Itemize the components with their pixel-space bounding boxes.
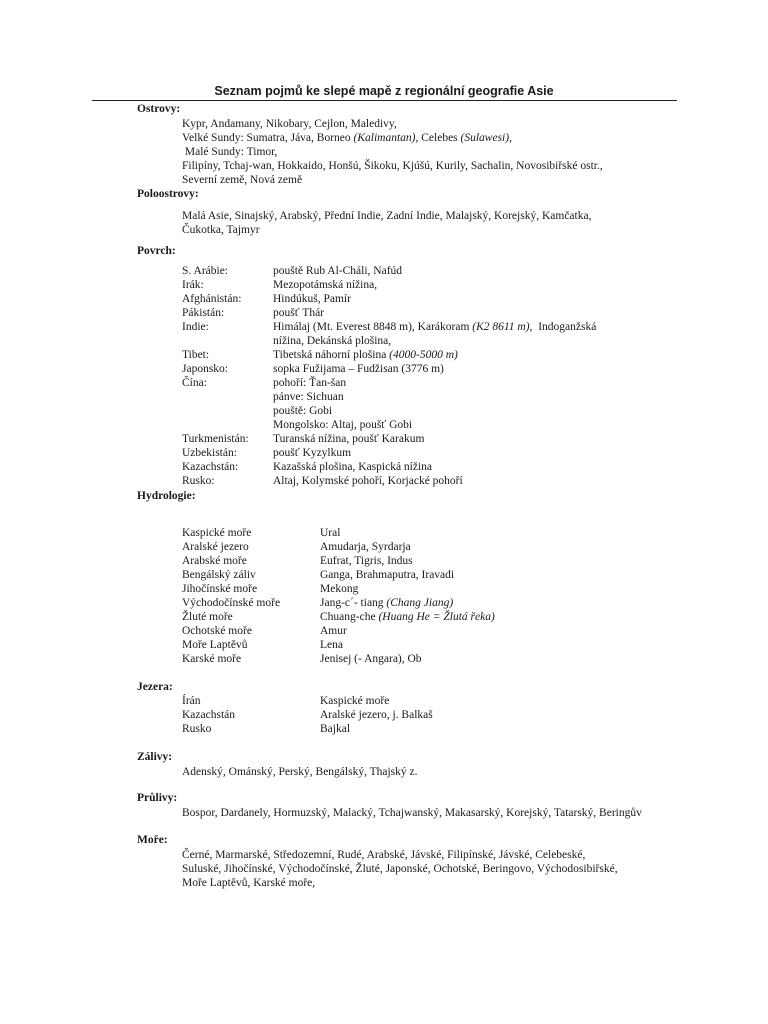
jezera-country: Írán xyxy=(182,695,201,707)
ostrovy-line-4: Filipíny, Tchaj-wan, Hokkaido, Honšú, Šikoku, Kjúšú, Kurily, Sachalin, Novosibiřské ostr., xyxy=(182,160,603,172)
hydrologie-rivers-italic: (Chang Jiang) xyxy=(386,597,454,609)
hydrologie-rivers-text: Lena xyxy=(320,639,343,651)
povrch-row-value-italic: (4000-5000 m) xyxy=(389,349,458,361)
hydrologie-rivers-text: Ural xyxy=(320,527,341,539)
povrch-row-value xyxy=(273,390,344,404)
section-heading-prulivy: Průlivy: xyxy=(137,792,178,804)
hydrologie-sea: Aralské jezero xyxy=(182,541,249,553)
povrch-row-value-tail: Indoganžská xyxy=(532,321,597,333)
hydrologie-rivers-text: Chuang-che xyxy=(320,611,379,623)
hydrologie-rivers-text: Amur xyxy=(320,625,347,637)
povrch-row-value-text: Mongolsko: Altaj, poušť Gobi xyxy=(273,419,413,431)
hydrologie-rivers xyxy=(320,638,343,652)
povrch-row-label: Čína: xyxy=(182,377,207,389)
povrch-row-value xyxy=(273,418,412,432)
ostrovy-line-2-a: Velké Sundy: Sumatra, Jáva, Borneo xyxy=(182,132,354,144)
ostrovy-line-1: Kypr, Andamany, Nikobary, Cejlon, Maledivy, xyxy=(182,118,397,130)
hydrologie-rivers-text: Amudarja, Syrdarja xyxy=(320,541,411,553)
hydrologie-rivers-text: Jenisej (- Angara), Ob xyxy=(320,653,422,665)
povrch-row-value-text: Turanská nížina, poušť Karakum xyxy=(273,433,425,445)
jezera-lake: Bajkal xyxy=(320,723,351,735)
hydrologie-sea: Moře Laptěvů xyxy=(182,639,248,651)
ostrovy-line-2 xyxy=(182,131,512,145)
povrch-row-value-text: Mezopotámská nížina, xyxy=(273,279,378,291)
povrch-row-label: Pákistán: xyxy=(182,307,225,319)
hydrologie-rivers-text: Ganga, Brahmaputra, Iravadi xyxy=(320,569,455,581)
povrch-row-value xyxy=(273,278,377,292)
hydrologie-rivers xyxy=(320,526,340,540)
povrch-row-label: Japonsko: xyxy=(182,363,228,375)
prulivy-line-1: Bospor, Dardanely, Hormuzský, Malacký, Tchajwanský, Makasarský, Korejský, Tatarský, Beringův xyxy=(182,807,642,819)
povrch-row-value-text: poušť Thár xyxy=(273,307,325,319)
section-heading-poloostrovy: Poloostrovy: xyxy=(137,188,199,200)
hydrologie-rivers xyxy=(320,568,454,582)
povrch-row-value-text: pánve: Sichuan xyxy=(273,391,344,403)
hydrologie-rivers xyxy=(320,610,495,624)
ostrovy-line-2-d: (Sulawesi) xyxy=(460,132,510,144)
povrch-row-label: Rusko: xyxy=(182,475,215,487)
hydrologie-rivers xyxy=(320,652,422,666)
povrch-row-label: Irák: xyxy=(182,279,204,291)
povrch-row-value-text: poušť Kyzylkum xyxy=(273,447,352,459)
hydrologie-rivers-text: Jang-c´- tiang xyxy=(320,597,387,609)
povrch-row-label: Afghánistán: xyxy=(182,293,242,305)
povrch-row-value xyxy=(273,292,351,306)
povrch-row-value-text: pouště Rub Al-Cháli, Nafúd xyxy=(273,265,403,277)
hydrologie-sea: Bengálský záliv xyxy=(182,569,256,581)
jezera-lake: Kaspické moře xyxy=(320,695,390,707)
povrch-row-value xyxy=(273,460,432,474)
section-heading-povrch: Povrch: xyxy=(137,245,176,257)
document-title: Seznam pojmů ke slepé mapě z regionální geografie Asie xyxy=(214,84,554,98)
more-line-1: Černé, Marmarské, Středozemní, Rudé, Arabské, Jávské, Filipínské, Jávské, Celebeské, xyxy=(182,849,586,861)
povrch-row-label: Indie: xyxy=(182,321,209,333)
hydrologie-rivers-text: Mekong xyxy=(320,583,359,595)
zalivy-line-1: Adenský, Ománský, Perský, Bengálský, Thajský z. xyxy=(182,766,418,778)
povrch-row-label: S. Arábie: xyxy=(182,265,228,277)
ostrovy-line-3: Malé Sundy: Timor, xyxy=(182,146,278,158)
more-line-2: Suluské, Jihočínské, Východočínské, Žluté, Japonské, Ochotské, Beringovo, Východosibiřské, xyxy=(182,863,618,875)
povrch-row-value-text: nížina, Dekánská plošina, xyxy=(273,335,392,347)
povrch-row-value xyxy=(273,264,402,278)
povrch-row-value xyxy=(273,306,324,320)
section-heading-hydrologie: Hydrologie: xyxy=(137,490,196,502)
ostrovy-line-2-b: (Kalimantan) xyxy=(353,132,416,144)
povrch-row-value-text: pohoří: Ťan-šan xyxy=(273,377,347,389)
povrch-row-value-text: Altaj, Kolymské pohoří, Korjacké pohoří xyxy=(273,475,463,487)
povrch-row-value-italic: (K2 8611 m), xyxy=(472,321,533,333)
section-heading-ostrovy: Ostrovy: xyxy=(137,103,181,115)
jezera-lake: Aralské jezero, j. Balkaš xyxy=(320,709,433,721)
hydrologie-sea: Kaspické moře xyxy=(182,527,252,539)
hydrologie-sea: Ochotské moře xyxy=(182,625,252,637)
povrch-row-value xyxy=(273,334,391,348)
povrch-row-value xyxy=(273,362,444,376)
ostrovy-line-2-c: , Celebes xyxy=(415,132,461,144)
povrch-row-value xyxy=(273,446,351,460)
povrch-row-label: Turkmenistán: xyxy=(182,433,249,445)
poloostrovy-line-2: Čukotka, Tajmyr xyxy=(182,224,260,236)
povrch-row-value-text: Himálaj (Mt. Everest 8848 m), Karákoram xyxy=(273,321,473,333)
hydrologie-rivers xyxy=(320,540,411,554)
poloostrovy-line-1: Malá Asie, Sinajský, Arabský, Přední Indie, Zadní Indie, Malajský, Korejský, Kamčatka, xyxy=(182,210,592,222)
section-heading-zalivy: Zálivy: xyxy=(137,751,173,763)
hydrologie-sea: Karské moře xyxy=(182,653,242,665)
povrch-row-value-text: sopka Fužijama – Fudžisan (3776 m) xyxy=(273,363,444,375)
hydrologie-rivers xyxy=(320,624,347,638)
hydrologie-sea: Žluté moře xyxy=(182,611,233,623)
hydrologie-sea: Jihočínské moře xyxy=(182,583,258,595)
hydrologie-rivers xyxy=(320,582,358,596)
hydrologie-rivers-text: Eufrat, Tigris, Indus xyxy=(320,555,413,567)
povrch-row-value xyxy=(273,320,596,334)
ostrovy-line-2-e: , xyxy=(509,132,512,144)
povrch-row-label: Uzbekistán: xyxy=(182,447,237,459)
povrch-row-value xyxy=(273,348,458,362)
jezera-country: Kazachstán xyxy=(182,709,235,721)
hydrologie-rivers xyxy=(320,554,413,568)
hydrologie-rivers-italic: (Huang He = Žlutá řeka) xyxy=(378,611,495,623)
more-line-3: Moře Laptěvů, Karské moře, xyxy=(182,877,316,889)
povrch-row-value xyxy=(273,474,463,488)
hydrologie-sea: Východočínské moře xyxy=(182,597,281,609)
povrch-row-value xyxy=(273,404,332,418)
title-divider xyxy=(92,100,677,101)
hydrologie-sea: Arabské moře xyxy=(182,555,247,567)
povrch-row-value-text: Hindúkuš, Pamír xyxy=(273,293,351,305)
povrch-row-label: Kazachstán: xyxy=(182,461,239,473)
povrch-row-value-text: pouště: Gobi xyxy=(273,405,333,417)
povrch-row-value-text: Tibetská náhorní plošina xyxy=(273,349,390,361)
section-heading-more: Moře: xyxy=(137,834,168,846)
povrch-row-value xyxy=(273,376,346,390)
povrch-row-value-text: Kazašská plošina, Kaspická nížina xyxy=(273,461,433,473)
jezera-country: Rusko xyxy=(182,723,212,735)
povrch-row-label: Tibet: xyxy=(182,349,210,361)
ostrovy-line-5: Severní země, Nová země xyxy=(182,174,303,186)
section-heading-jezera: Jezera: xyxy=(137,681,173,693)
povrch-row-value xyxy=(273,432,424,446)
hydrologie-rivers xyxy=(320,596,453,610)
